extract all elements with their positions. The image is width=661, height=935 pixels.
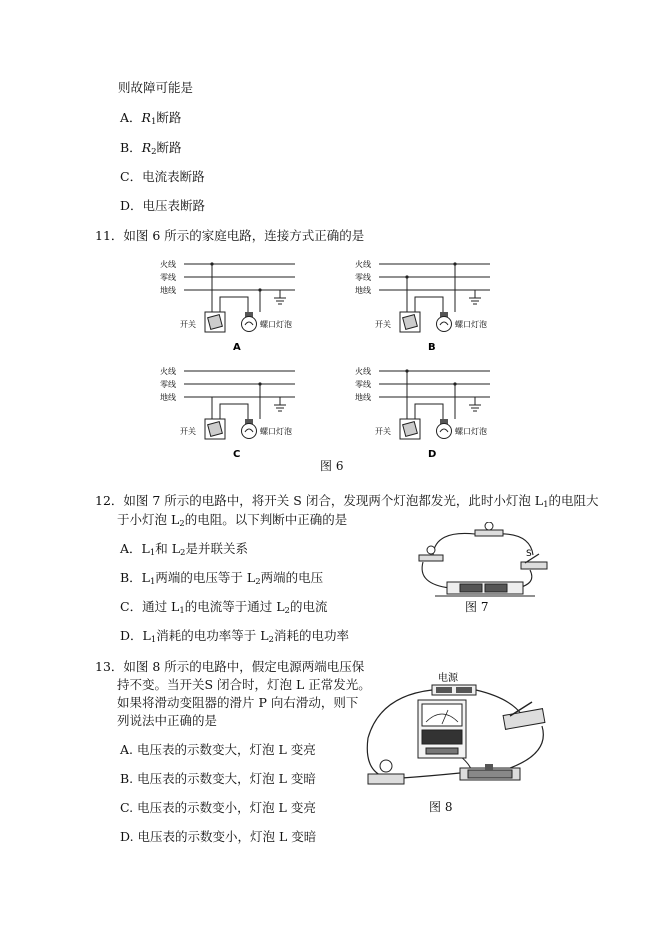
- line-zero-label: 零线: [160, 380, 176, 389]
- q12-option-b-p1: B．L: [120, 570, 150, 585]
- q13-stem-line1: 13．如图 8 所示的电路中，假定电源两端电压保: [95, 659, 365, 674]
- q12-option-b[interactable]: [120, 570, 323, 590]
- q12-option-c-s1: 1: [179, 606, 185, 616]
- q12-stem-line1: [95, 493, 599, 513]
- switch-s-label: S: [526, 549, 532, 559]
- q13-stem-line3: 如果将滑动变阻器的滑片 P 向右滑动，则下: [117, 695, 359, 710]
- q10-option-a[interactable]: [120, 110, 181, 130]
- figure-8-circuit: [360, 668, 560, 798]
- figure-7-circuit: [405, 522, 560, 600]
- q13-option-a[interactable]: A. 电压表的示数变大，灯泡 L 变亮: [120, 742, 316, 757]
- bulb-label: 螺口灯泡: [455, 320, 487, 329]
- bulb-label: 螺口灯泡: [455, 427, 487, 436]
- q12-option-b-p2: 两端的电压等于 L: [155, 570, 256, 585]
- line-zero-label: 零线: [160, 273, 176, 282]
- q12-stem-line1-a: 12．如图 7 所示的电路中，将开关 S 闭合，发现两个灯泡都发光，此时小灯泡 L: [95, 493, 544, 508]
- q12-stem-line2-a: 于小灯泡 L: [117, 512, 180, 527]
- q12-stem-line2: [117, 512, 347, 532]
- line-zero-label: 零线: [355, 380, 371, 389]
- q12-option-b-s2: 2: [255, 577, 261, 587]
- q12-option-b-s1: 1: [150, 577, 156, 587]
- q12-option-c-p2: 的电流等于通过 L: [184, 599, 285, 614]
- q12-option-c-p3: 的电流: [289, 599, 328, 614]
- q12-stem-line2-sub: 2: [179, 519, 185, 529]
- line-ground-label: 地线: [355, 393, 371, 402]
- q10-option-b-suffix: 断路: [156, 140, 182, 155]
- bulb-label: 螺口灯泡: [260, 427, 292, 436]
- q11-diagram-d[interactable]: [345, 362, 495, 462]
- line-ground-label: 地线: [160, 286, 176, 295]
- bulb-icon: [437, 317, 452, 332]
- bulb-icon: [242, 424, 257, 439]
- line-fire-label: 火线: [355, 367, 371, 376]
- q10-option-b[interactable]: [120, 140, 182, 160]
- panel-label-d: D: [428, 449, 437, 460]
- lamp-l2-icon: [427, 546, 435, 554]
- q13-stem-line2: 持不变。当开关S 闭合时，灯泡 L 正常发光。: [117, 677, 371, 692]
- q13-stem-line4: 列说法中正确的是: [117, 713, 218, 728]
- lamp-l1-icon: [485, 522, 493, 530]
- q13-option-d[interactable]: D. 电压表的示数变小，灯泡 L 变暗: [120, 829, 317, 844]
- q12-option-d-p3: 消耗的电功率: [273, 628, 349, 643]
- line-fire-label: 火线: [160, 260, 176, 269]
- q10-stem-tail: 则故障可能是: [118, 80, 194, 95]
- q10-option-b-sub: 2: [151, 147, 157, 157]
- q13-option-b[interactable]: B. 电压表的示数变大，灯泡 L 变暗: [120, 771, 316, 786]
- q12-option-c[interactable]: [120, 599, 327, 619]
- line-fire-label: 火线: [160, 367, 176, 376]
- lamp-l2-base: [419, 555, 443, 561]
- figure-6-caption: 图 6: [320, 459, 344, 473]
- panel-label-b: B: [428, 342, 436, 353]
- lamp-l1-base: [475, 530, 503, 536]
- q12-option-a-p2: 和 L: [155, 541, 181, 556]
- q13-option-c[interactable]: C. 电压表的示数变小，灯泡 L 变亮: [120, 800, 316, 815]
- q12-option-c-s2: 2: [284, 606, 290, 616]
- bulb-icon: [437, 424, 452, 439]
- switch-label: 开关: [180, 320, 196, 329]
- q12-stem-line1-sub: 1: [543, 500, 549, 510]
- q10-option-a-var: R: [141, 110, 151, 125]
- switch-label: 开关: [375, 427, 391, 436]
- q12-option-a-s1: 1: [149, 548, 156, 558]
- q10-option-b-var: R: [141, 140, 152, 155]
- line-fire-label: 火线: [355, 260, 371, 269]
- q12-option-d-s2: 2: [268, 635, 274, 645]
- switch-s-base: [521, 562, 547, 569]
- q12-option-a[interactable]: [120, 541, 248, 561]
- q12-option-d-p1: D．L: [120, 628, 151, 643]
- q12-stem-line2-b: 的电阻。以下判断中正确的是: [184, 512, 348, 527]
- power-label: 电源: [438, 673, 458, 684]
- q10-option-c[interactable]: C．电流表断路: [120, 169, 205, 184]
- q12-option-d-s1: 1: [150, 635, 157, 645]
- switch-label: 开关: [375, 320, 391, 329]
- q12-option-d-p2: 消耗的电功率等于 L: [156, 628, 269, 643]
- switch-label: 开关: [180, 427, 196, 436]
- q12-option-b-p3: 两端的电压: [260, 570, 324, 585]
- q11-diagram-b[interactable]: [345, 255, 495, 355]
- q12-option-a-p3: 是并联关系: [185, 541, 248, 556]
- q11-stem: 11．如图 6 所示的家庭电路，连接方式正确的是: [95, 228, 365, 243]
- bulb-l-icon: [380, 760, 392, 772]
- line-ground-label: 地线: [160, 393, 176, 402]
- switch-icon: [503, 709, 545, 730]
- q12-stem-line1-b: 的电阻大: [548, 493, 599, 508]
- q12-option-c-p1: C．通过 L: [120, 599, 180, 614]
- figure-8-caption: 图 8: [429, 800, 453, 814]
- q11-diagram-c[interactable]: [150, 362, 300, 462]
- q12-option-d[interactable]: [120, 628, 349, 648]
- q10-option-a-prefix: A．: [120, 110, 142, 125]
- figure-7-caption: 图 7: [465, 600, 489, 614]
- bulb-l-base: [368, 774, 404, 784]
- q10-option-a-sub: 1: [150, 117, 157, 127]
- panel-label-a: A: [233, 342, 241, 353]
- q12-option-a-s2: 2: [180, 548, 186, 558]
- q10-option-a-suffix: 断路: [156, 110, 182, 125]
- q10-option-b-prefix: B．: [120, 140, 142, 155]
- bulb-label: 螺口灯泡: [260, 320, 292, 329]
- panel-label-c: C: [233, 449, 241, 460]
- q11-diagram-a[interactable]: [150, 255, 300, 355]
- line-zero-label: 零线: [355, 273, 371, 282]
- q12-option-a-p1: A．L: [120, 541, 150, 556]
- q10-option-d[interactable]: D．电压表断路: [120, 198, 206, 213]
- bulb-icon: [242, 317, 257, 332]
- line-ground-label: 地线: [355, 286, 371, 295]
